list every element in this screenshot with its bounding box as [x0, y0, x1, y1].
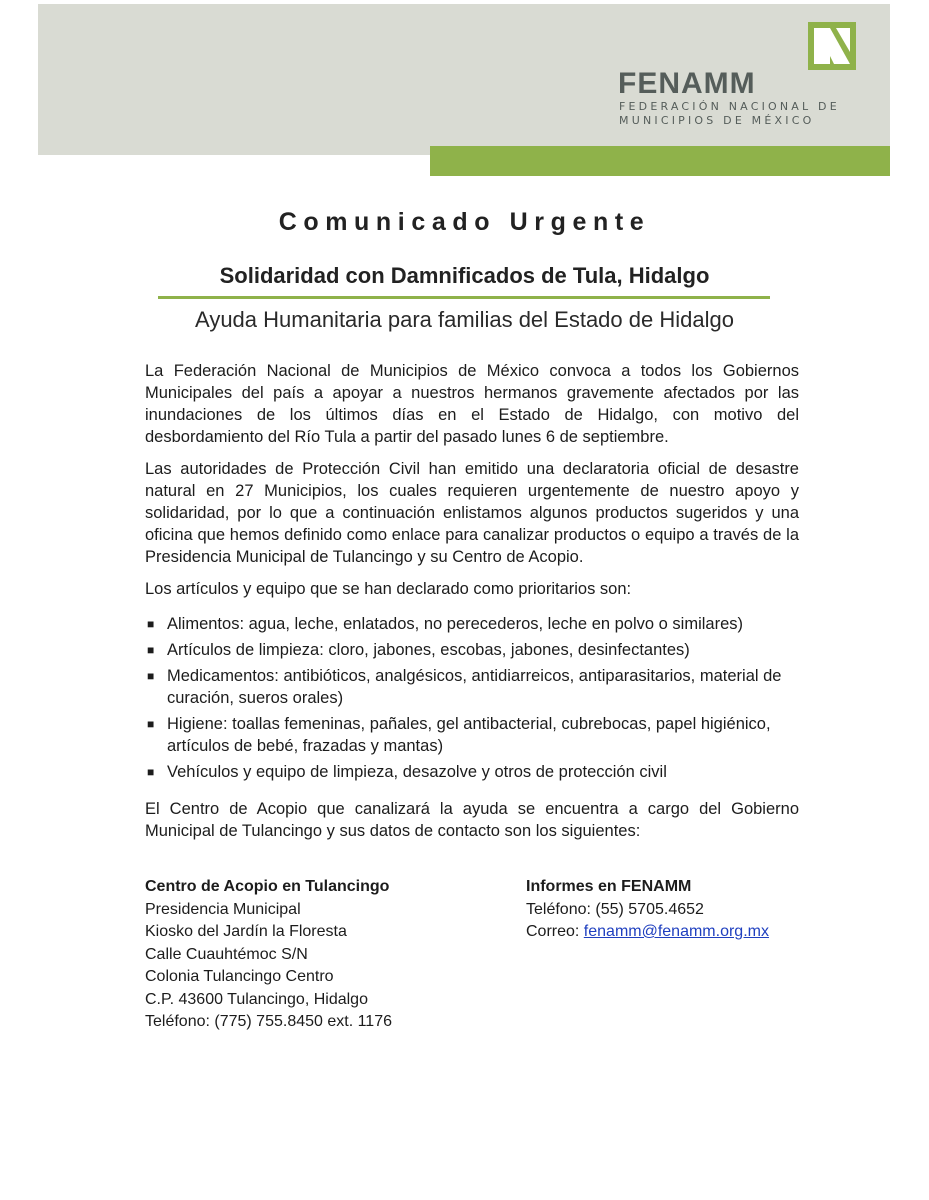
- logo-subtitle-line2: MUNICIPIOS DE MÉXICO: [619, 114, 815, 127]
- contact-line: Teléfono: (775) 755.8450 ext. 1176: [145, 1013, 392, 1030]
- fenamm-logo-icon: [808, 22, 856, 70]
- paragraph-intro: La Federación Nacional de Municipios de México convoca a todos los Gobiernos Municipales del país a apoyar a nuestros hermanos gravemente afectados por las inundaciones de los últimos días en el Estado de Hidalgo, con motivo del desbordamiento del Río Tula a partir del pasado lunes 6 de septiembre.: [145, 362, 799, 446]
- bullet-icon: ■: [147, 669, 155, 683]
- contact-collection-center: [145, 876, 392, 1034]
- paragraph-collection-center: El Centro de Acopio que canalizará la ayuda se encuentra a cargo del Gobierno Municipal de Tulancingo y sus datos de contacto son los siguientes:: [145, 800, 799, 840]
- title-divider: [158, 296, 770, 299]
- header-accent-bar: [430, 146, 890, 176]
- bullet-icon: ■: [147, 617, 155, 631]
- contact-line: Kiosko del Jardín la Floresta: [145, 923, 347, 940]
- list-item: [145, 613, 805, 635]
- contact-phone: Teléfono: (55) 5705.4652: [526, 900, 704, 918]
- contact-line: C.P. 43600 Tulancingo, Hidalgo: [145, 990, 368, 1008]
- contact-heading: Informes en FENAMM: [526, 878, 692, 895]
- list-item: [145, 713, 805, 757]
- contact-email-row: [526, 921, 769, 944]
- list-item-text: Artículos de limpieza: cloro, jabones, escobas, jabones, desinfectantes): [167, 641, 690, 659]
- logo-wordmark: FENAMM: [618, 67, 756, 100]
- document-subtitle: Solidaridad con Damnificados de Tula, Hidalgo: [219, 263, 710, 288]
- document-subheading: Ayuda Humanitaria para familias del Estado de Hidalgo: [195, 307, 734, 332]
- bullet-icon: ■: [147, 765, 155, 779]
- list-item-text: Alimentos: agua, leche, enlatados, no perecederos, leche en polvo o similares): [167, 615, 744, 633]
- paragraph-priorities: Los artículos y equipo que se han declarado como prioritarios son:: [145, 580, 632, 598]
- list-item-text: Vehículos y equipo de limpieza, desazolve y otros de protección civil: [167, 763, 667, 781]
- list-item-text: Higiene: toallas femeninas, pañales, gel antibacterial, cubrebocas, papel higiénico, artículos de bebé, frazadas y mantas): [167, 715, 771, 755]
- logo-subtitle-line1: FEDERACIÓN NACIONAL DE: [619, 100, 840, 113]
- contact-line: Presidencia Municipal: [145, 900, 301, 918]
- paragraph-declaration: Las autoridades de Protección Civil han emitido una declaratoria oficial de desastre natural en 27 Municipios, los cuales requieren urgentemente de nuestro apoyo y solidaridad, por lo que a continuación enlistamos algunos productos sugeridos y una oficina que hemos definido como enlace para canalizar productos o equipo a través de la Presidencia Municipal de Tulancingo y su Centro de Acopio.: [145, 460, 799, 566]
- contact-line: Colonia Tulancingo Centro: [145, 968, 334, 985]
- list-item: [145, 665, 805, 709]
- bullet-icon: ■: [147, 717, 155, 731]
- contact-line: Calle Cuauhtémoc S/N: [145, 945, 308, 963]
- document-title: Comunicado Urgente: [278, 208, 651, 236]
- contact-heading: Centro de Acopio en Tulancingo: [145, 878, 390, 895]
- bullet-icon: ■: [147, 643, 155, 657]
- list-item: [145, 761, 805, 783]
- email-link[interactable]: fenamm@fenamm.org.mx: [583, 923, 769, 940]
- list-item-text: Medicamentos: antibióticos, analgésicos, antidiarreicos, antiparasitarios, material de curación, sueros orales): [167, 667, 782, 707]
- contact-email-label: Correo:: [526, 923, 584, 940]
- priority-items-list: [145, 613, 805, 787]
- list-item: [145, 639, 805, 661]
- contact-fenamm: [526, 876, 769, 944]
